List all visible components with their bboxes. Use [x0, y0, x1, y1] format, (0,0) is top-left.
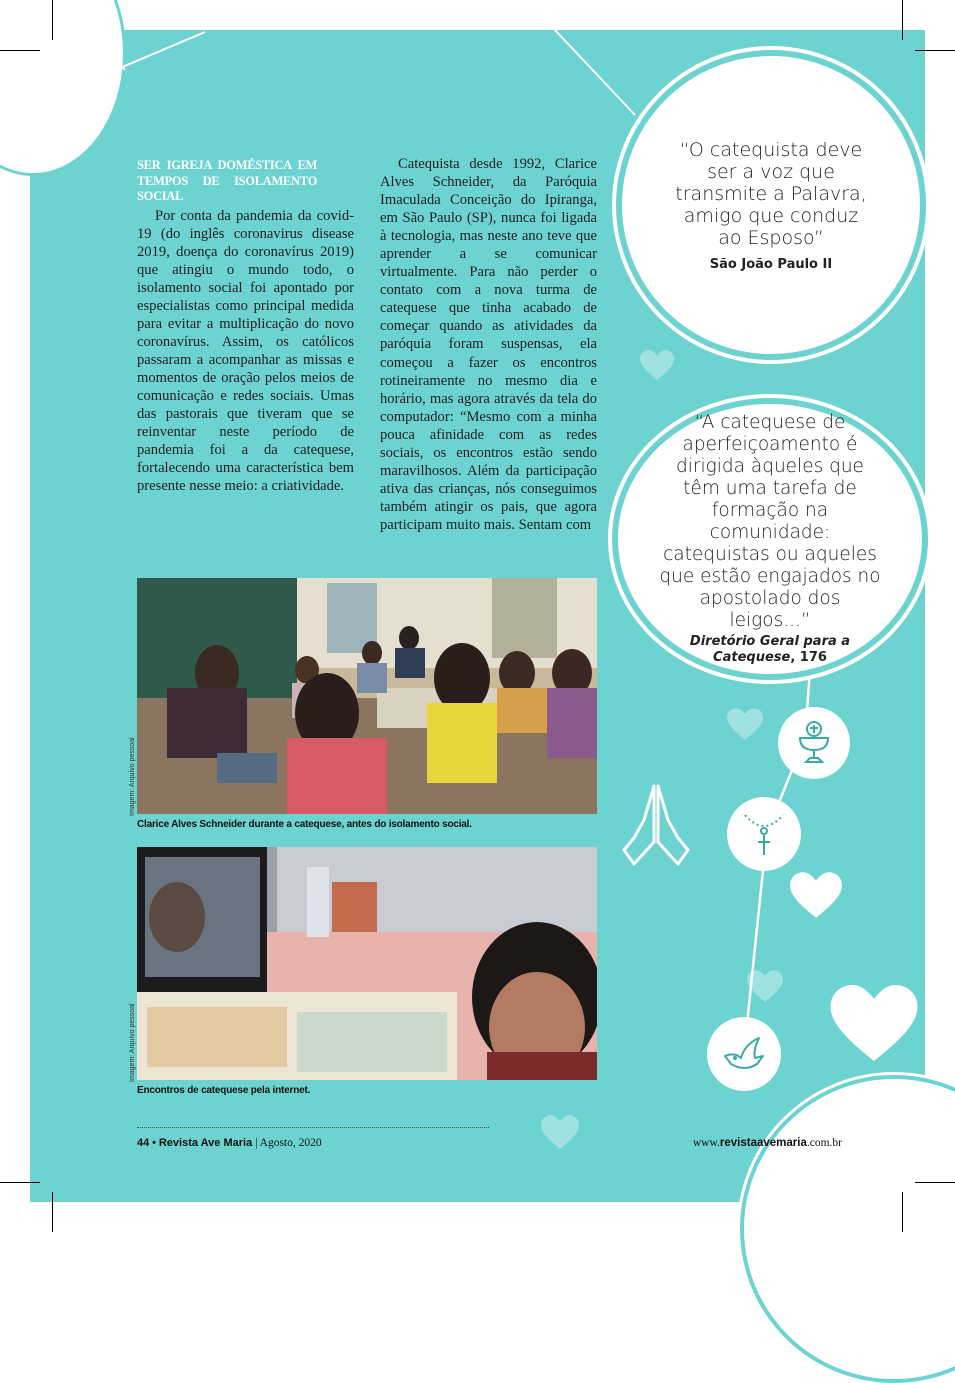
heart-icon: [541, 1115, 579, 1149]
heart-icon: [727, 708, 763, 740]
section-heading: SER IGREJA DOMÉSTICA EM TEMPOS DE ISOLAMENTO SOCIAL: [137, 158, 317, 203]
quote-bubble-directory: [612, 398, 928, 680]
photo-credit: Imagem: Arquivo pessoal: [129, 737, 136, 816]
rosary-icon: [727, 797, 801, 871]
photo-classroom: [137, 578, 597, 814]
crop-mark: [0, 1182, 40, 1183]
quote-source-title: Diretório Geral para a Catequese: [689, 634, 851, 665]
chalice-icon: [778, 707, 850, 779]
crop-mark: [52, 0, 53, 40]
crop-mark: [902, 0, 903, 40]
quote-source: [658, 634, 882, 666]
heart-icon: [640, 350, 674, 380]
heart-icon: [790, 872, 842, 918]
quote-source-number: , 176: [790, 650, 827, 665]
praying-hands-icon: [620, 780, 692, 875]
page-number: 44: [137, 1137, 150, 1149]
photo-caption: Encontros de catequese pela internet.: [137, 1085, 311, 1096]
magazine-name: Revista Ave Maria: [158, 1137, 253, 1149]
crop-mark: [52, 1192, 53, 1232]
crop-mark: [0, 50, 40, 51]
crop-mark: [915, 1182, 955, 1183]
article-column-1: [137, 158, 354, 495]
quote-text: “O catequista deve ser a voz que transmite a Palavra, amigo que conduz ao Esposo”: [675, 138, 867, 249]
footer-separator: |: [255, 1137, 258, 1149]
magazine-url[interactable]: www.revistaavemaria.com.br: [692, 1137, 842, 1149]
crop-mark: [915, 50, 955, 51]
issue-date: Agosto, 2020: [259, 1137, 322, 1149]
article-column-2: [380, 155, 597, 534]
quote-text: “A catequese de aperfeiçoamento é dirigida àqueles que têm uma tarefa de formação na comunidade: catequistas ou aqueles que estão engajados no apostolado dos leigos...”: [659, 412, 881, 631]
quote-author: São João Paulo II: [709, 256, 833, 272]
quote-bubble-john-paul: [616, 50, 926, 360]
photo-credit: Imagem: Arquivo pessoal: [129, 1003, 136, 1082]
footer-rule: [137, 1127, 489, 1128]
column-2-paragraph: Catequista desde 1992, Clarice Alves Schneider, da Paróquia Imaculada Conceição do Ipiranga, em São Paulo (SP), nunca foi ligada à tecnologia, mas neste ano teve que aprender a se comunicar virtualmente. Para não perder o contato com a nova turma de catequese que tinha acabado de começar quando as atividades da paróquia foram suspensas, ela começou a fazer os encontros rotineiramente no mesmo dia e horário, mas agora através da tela do computador: “Mesmo com a minha pouca afinidade com as redes sociais, os encontros estão sendo maravilhosos. Além da participação ativa das crianças, nós conseguimos também atingir os pais, que agora participam muito mais. Sentam com: [380, 156, 597, 533]
photo-online-meeting: [137, 847, 597, 1080]
heart-icon: [747, 970, 783, 1002]
crop-mark: [902, 1192, 903, 1232]
photo-caption: Clarice Alves Schneider durante a catequese, antes do isolamento social.: [137, 819, 472, 830]
column-1-paragraph: Por conta da pandemia da covid-19 (do inglês coronavirus disease 2019, doença do coronavírus 2019) que atingiu o mundo todo, o isolamento social foi apontado por especialistas como principal medida para evitar a multiplicação do novo coronavírus. Assim, os católicos passaram a acompanhar as missas e momentos de oração pelos meios de comunicação e redes sociais. Umas das pastorais que tiveram que se reinventar neste período de pandemia foi a da catequese, fortalecendo uma característica bem presente nesse meio: a criatividade.: [137, 207, 354, 495]
footer-left: 44 • Revista Ave Maria | Agosto, 2020: [137, 1137, 322, 1149]
heart-icon: [830, 985, 918, 1061]
dove-icon: [707, 1017, 781, 1091]
